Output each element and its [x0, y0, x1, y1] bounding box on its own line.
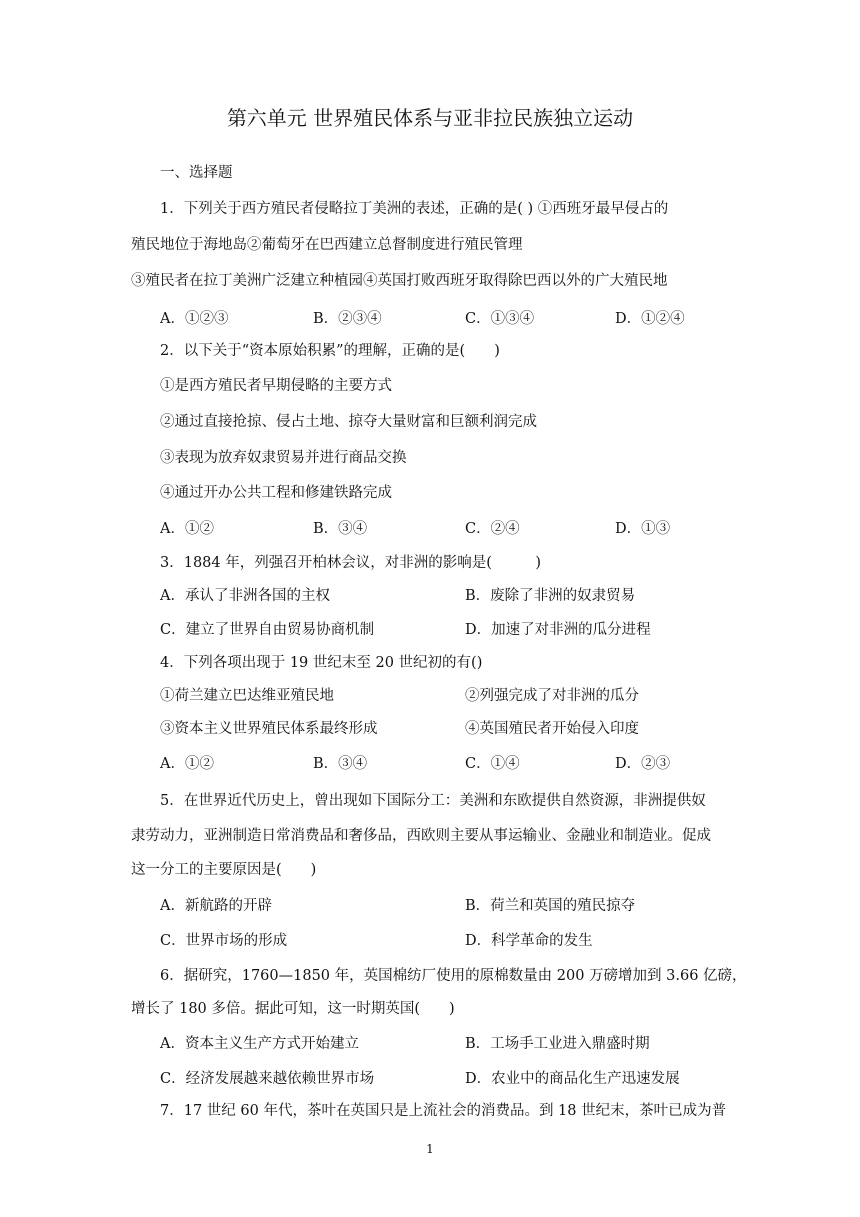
question-2-option-a: A．①②	[160, 521, 214, 537]
question-3-stem: 3．1884 年，列强召开柏林会议，对非洲的影响是( )	[160, 555, 542, 571]
page-number: 1	[426, 1142, 434, 1156]
question-2-option-d: D．①③	[615, 521, 671, 537]
question-5-line-3: 这一分工的主要原因是( )	[131, 862, 317, 878]
question-5-line-2: 隶劳动力，亚洲制造日常消费品和奢侈品，西欧则主要从事运输业、金融业和制造业。促成	[131, 828, 711, 844]
question-5-option-d: D．科学革命的发生	[465, 933, 593, 949]
question-1-option-c: C．①③④	[465, 311, 535, 327]
document-title: 第六单元 世界殖民体系与亚非拉民族独立运动	[226, 106, 634, 130]
question-1-option-b: B．②③④	[313, 311, 382, 327]
question-4-option-d: D．②③	[615, 756, 671, 772]
question-2-option-b: B．③④	[313, 521, 368, 537]
question-3-option-a: A．承认了非洲各国的主权	[160, 588, 330, 604]
question-4-item-2: ②列强完成了对非洲的瓜分	[465, 688, 639, 704]
question-6-line-2: 增长了 180 多倍。据此可知，这一时期英国( )	[131, 1001, 455, 1017]
question-1-line-1: 1．下列关于西方殖民者侵略拉丁美洲的表述，正确的是( ) ①西班牙最早侵占的	[160, 201, 669, 217]
question-7-line-1: 7．17 世纪 60 年代，茶叶在英国只是上流社会的消费品。到 18 世纪末，茶叶已成为普	[160, 1103, 727, 1119]
question-2-statement-2: ②通过直接抢掠、侵占土地、掠夺大量财富和巨额利润完成	[160, 414, 537, 430]
question-6-option-a: A．资本主义生产方式开始建立	[160, 1036, 359, 1052]
question-4-stem: 4．下列各项出现于 19 世纪末至 20 世纪初的有()	[160, 655, 483, 671]
question-4-item-1: ①荷兰建立巴达维亚殖民地	[160, 688, 334, 704]
question-5-line-1: 5．在世界近代历史上，曾出现如下国际分工：美洲和东欧提供自然资源，非洲提供奴	[160, 793, 706, 809]
question-6-option-b: B．工场手工业进入鼎盛时期	[465, 1036, 650, 1052]
question-4-option-b: B．③④	[313, 756, 368, 772]
question-2-statement-3: ③表现为放弃奴隶贸易并进行商品交换	[160, 450, 407, 466]
question-3-option-d: D．加速了对非洲的瓜分进程	[465, 622, 651, 638]
question-2-option-c: C．②④	[465, 521, 520, 537]
question-6-option-d: D．农业中的商品化生产迅速发展	[465, 1071, 680, 1087]
question-2-stem: 2．以下关于“资本原始积累”的理解，正确的是( )	[160, 343, 500, 359]
section-heading: 一、选择题	[160, 165, 233, 181]
question-6-line-1: 6．据研究，1760—1850 年，英国棉纺厂使用的原棉数量由 200 万磅增加到 3.66 亿磅，	[160, 968, 747, 984]
question-4-item-3: ③资本主义世界殖民体系最终形成	[160, 721, 378, 737]
question-1-option-a: A．①②③	[160, 311, 229, 327]
question-5-option-b: B．荷兰和英国的殖民掠夺	[465, 898, 636, 914]
question-4-option-a: A．①②	[160, 756, 214, 772]
question-2-statement-1: ①是西方殖民者早期侵略的主要方式	[160, 378, 392, 394]
question-4-item-4: ④英国殖民者开始侵入印度	[465, 721, 639, 737]
question-2-statement-4: ④通过开办公共工程和修建铁路完成	[160, 485, 392, 501]
question-1-option-d: D．①②④	[615, 311, 685, 327]
question-1-line-2: 殖民地位于海地岛②葡萄牙在巴西建立总督制度进行殖民管理	[131, 237, 523, 253]
question-1-line-3: ③殖民者在拉丁美洲广泛建立种植园④英国打败西班牙取得除巴西以外的广大殖民地	[131, 273, 668, 289]
question-5-option-a: A．新航路的开辟	[160, 898, 272, 914]
question-6-option-c: C．经济发展越来越依赖世界市场	[160, 1071, 375, 1087]
question-4-option-c: C．①④	[465, 756, 520, 772]
question-3-option-b: B．废除了非洲的奴隶贸易	[465, 588, 636, 604]
question-3-option-c: C．建立了世界自由贸易协商机制	[160, 622, 375, 638]
question-5-option-c: C．世界市场的形成	[160, 933, 288, 949]
